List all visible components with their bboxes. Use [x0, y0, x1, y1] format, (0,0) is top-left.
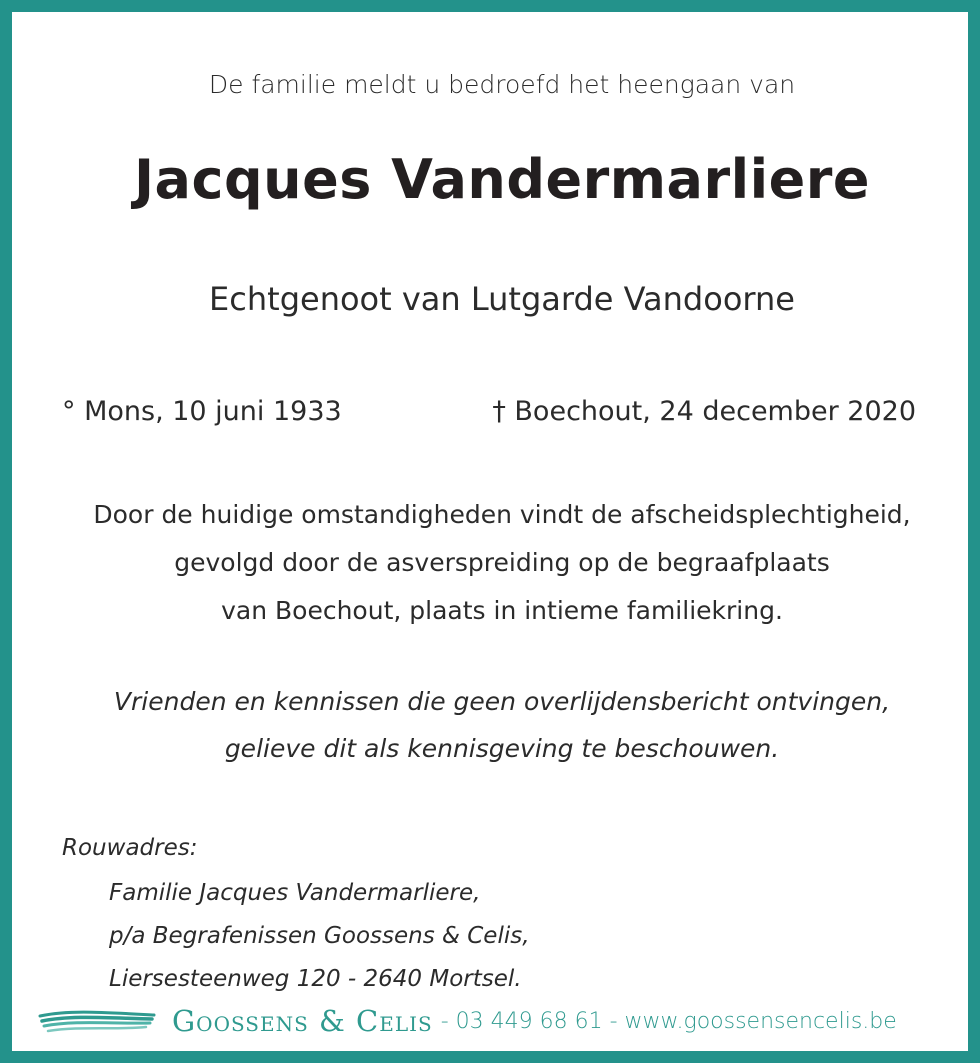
wave-logo-icon	[38, 1006, 156, 1036]
footer	[38, 1003, 897, 1039]
ceremony-line: van Boechout, plaats in intieme familiekring.	[221, 596, 783, 625]
birth-details: ° Mons, 10 juni 1933	[62, 396, 342, 427]
intro-text: De familie meldt u bedroefd het heengaan van	[208, 70, 796, 99]
address-line: Familie Jacques Vandermarliere,	[109, 880, 481, 906]
address-line: p/a Begrafenissen Goossens & Celis,	[109, 923, 530, 949]
address-label: Rouwadres:	[62, 835, 198, 861]
spouse-text: Echtgenoot van Lutgarde Vandoorne	[209, 280, 795, 318]
notice-line: gelieve dit als kennisgeving te beschouwen.	[224, 734, 780, 763]
deceased-name: Jacques Vandermarliere	[133, 148, 871, 211]
death-details: † Boechout, 24 december 2020	[492, 396, 916, 427]
ceremony-line: gevolgd door de asverspreiding op de begraafplaats	[174, 548, 830, 577]
notice-line: Vrienden en kennissen die geen overlijdensbericht ontvingen,	[113, 687, 891, 716]
address-line: Liersesteenweg 120 - 2640 Mortsel.	[109, 966, 522, 992]
ceremony-line: Door de huidige omstandigheden vindt de afscheidsplechtigheid,	[93, 500, 911, 529]
brand-name: Goossens & Celis	[172, 1004, 433, 1038]
brand-contact: - 03 449 68 61 - www.goossensencelis.be	[440, 1008, 897, 1034]
